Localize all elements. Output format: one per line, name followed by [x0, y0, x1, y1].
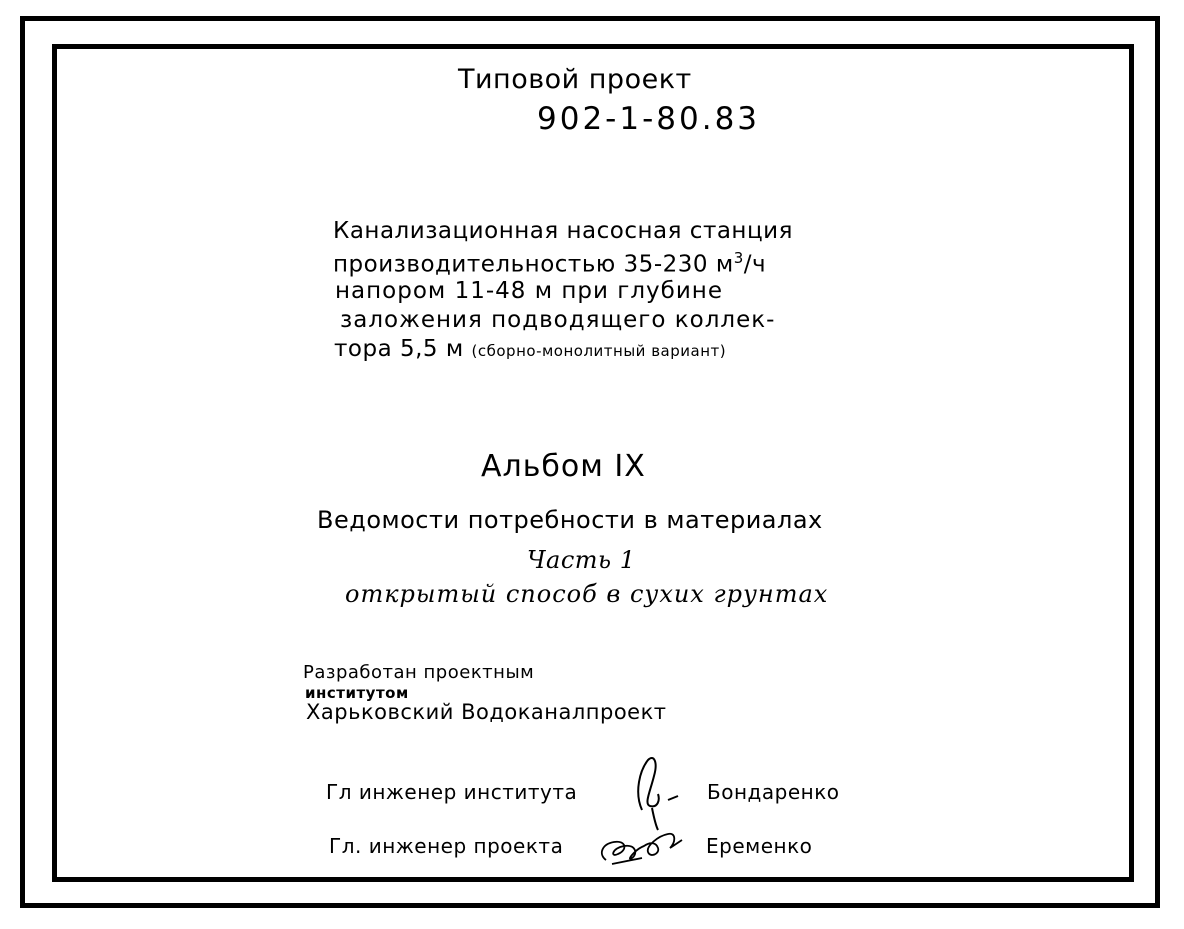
album-name: Альбом IX [481, 449, 646, 484]
title-line-3: напором 11-48 м при глубине [335, 278, 723, 304]
title-line-4: заложения подводящего коллек- [340, 307, 776, 333]
title-line-2-suffix: /ч [743, 251, 767, 278]
signature-role-2: Гл. инженер проекта [329, 834, 564, 858]
developer-line-3: Харьковский Водоканалпроект [306, 700, 667, 724]
album-subject: Ведомости потребности в материалах [317, 506, 823, 534]
signature-role-1: Гл инженер института [326, 780, 578, 804]
signature-name-1: Бондаренко [707, 780, 840, 804]
album-method: открытый способ в сухих грунтах [345, 580, 829, 608]
title-line-5-note: (сборно-монолитный вариант) [471, 342, 727, 360]
album-part: Часть 1 [527, 546, 636, 574]
developer-line-2: институтом [305, 684, 409, 702]
project-type: Типовой проект [458, 64, 692, 95]
title-line-2-sup: 3 [733, 249, 744, 267]
project-number: 902-1-80.83 [537, 101, 761, 137]
title-line-2-text: производительностью 35-230 м [333, 251, 734, 278]
signature-name-2: Еременко [706, 834, 813, 858]
title-line-5 [334, 338, 726, 361]
developer-line-1: Разработан проектным [303, 662, 535, 683]
title-line-1: Канализационная насосная станция [333, 218, 793, 244]
title-line-5-main: тора 5,5 м [334, 336, 464, 362]
title-line-2 [333, 251, 766, 277]
signature-scribble-2 [592, 820, 692, 870]
